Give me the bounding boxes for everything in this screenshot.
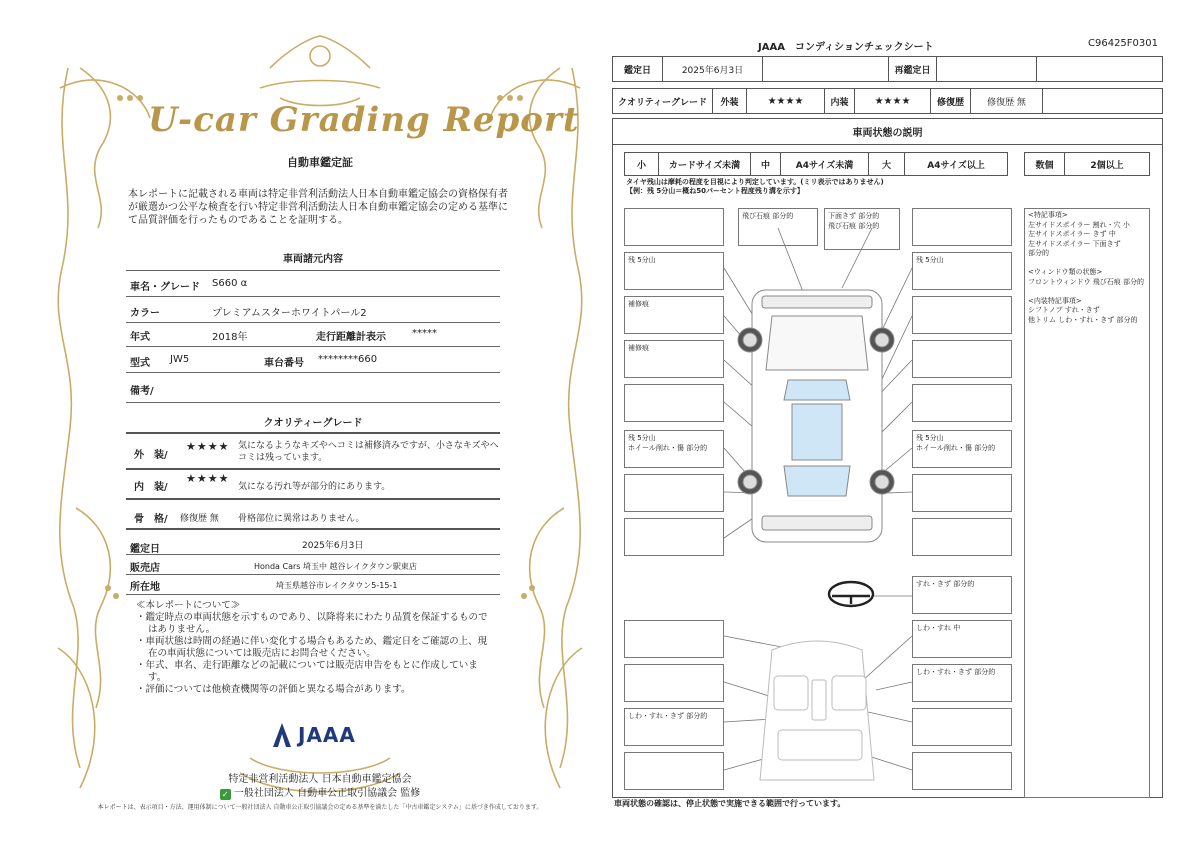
note-item: ・評価については他検査機関等の評価と異なる場合があります。 (136, 684, 411, 695)
condition-box (624, 518, 724, 556)
condition-text: 飛び石痕 部分的 (828, 222, 880, 230)
exterior-label: 外 装/ (134, 450, 168, 461)
quality-heading: クオリティーグレード (263, 418, 363, 429)
legend-small-desc: カードサイズ未満 (659, 153, 751, 175)
condition-box (912, 208, 1012, 246)
special-notes (1024, 208, 1150, 798)
condition-text: しわ・すれ 中 (916, 624, 961, 632)
check-icon: ✓ (220, 789, 231, 800)
interior-label: 内装 (825, 89, 855, 113)
condition-text: 残 5分山 (916, 434, 944, 442)
report-notes (136, 600, 496, 696)
note-line: <特記事項> (1028, 211, 1068, 219)
condition-text: 下面きず 部分的 (828, 212, 880, 220)
note-line: 左サイドスポイラー 割れ・穴 小 (1028, 220, 1130, 229)
condition-box (912, 576, 1012, 614)
condition-box (624, 296, 724, 334)
name-label: 車名・グレード (130, 282, 200, 293)
note-line (1028, 287, 1146, 297)
note-line: フロントウィンドウ 飛び石痕 部分的 (1028, 277, 1145, 286)
condition-box (624, 708, 724, 746)
history-value: 修復歴 無 (971, 89, 1043, 113)
note-line: 左サイドスポイラー きず 中 (1028, 230, 1116, 238)
condition-text: 補修痕 (628, 300, 649, 308)
condition-box (624, 208, 724, 246)
model-value: JW5 (170, 354, 190, 365)
legend-small: 小 (625, 153, 659, 175)
name-value: S660 α (212, 278, 248, 289)
condition-box (624, 430, 724, 468)
condition-text: 残 5分山 (916, 256, 944, 264)
certificate (40, 28, 600, 818)
note-item: ・車両状態は時間の経過に伴い変化する場合もあるため、鑑定日をご確認の上、現在の車両状態については販売店にお問合せください。 (136, 636, 488, 659)
redate-label: 再鑑定日 (889, 57, 937, 81)
org-secondary (40, 784, 600, 800)
note-line: <内装特記事項> (1028, 296, 1082, 305)
certificate-subtitle: 自動車鑑定証 (287, 156, 353, 169)
condition-box (624, 252, 724, 290)
jaaa-logo (272, 722, 356, 748)
condition-box (624, 664, 724, 702)
frame-value: 修復歴 無 (180, 514, 219, 524)
interior-text: 気になる汚れ等が部分的にあります。 (238, 482, 391, 492)
sheet-title: JAAA コンディションチェックシート (758, 42, 934, 53)
bottom-note: 車両状態の確認は、停止状態で実施できる範囲で行っています。 (614, 799, 846, 808)
note-line: シフトノブ すれ・きず (1028, 306, 1100, 314)
condition-text: しわ・すれ・きず 部分的 (628, 712, 708, 720)
report-title: U-car Grading Report (148, 100, 580, 140)
note-line: 部分的 (1028, 249, 1049, 257)
sheet-id: C96425F0301 (1088, 38, 1158, 49)
org-primary: 特定非営利活動法人 日本自動車鑑定協会 (228, 774, 412, 785)
legend-large-desc: A4サイズ以上 (927, 160, 985, 171)
legend-medium: 中 (751, 153, 781, 175)
dealer-label: 販売店 (130, 563, 160, 574)
legend-count-desc: 2個以上 (1090, 160, 1124, 171)
condition-box (912, 252, 1012, 290)
exterior-stars: ★★★★ (747, 89, 825, 113)
condition-text: 補修痕 (628, 344, 649, 352)
history-label: 修復歴 (931, 89, 971, 113)
note-line: 他トリム しわ・すれ・きず 部分的 (1028, 315, 1138, 324)
notes-heading: ≪本レポートについて≫ (136, 600, 241, 611)
certificate-description: 本レポートに記載される車両は特定非営利活動法人日本自動車鑑定協会の資格保有者が厳選かつ公平な検査を行い特定非営利活動法人日本自動車鑑定協会の定める基準にて品質評価を行ったものであることを証明する。 (128, 189, 508, 226)
date-label: 鑑定日 (613, 57, 663, 81)
specs-heading: 車両諸元内容 (283, 254, 343, 265)
remarks-label: 備考/ (130, 386, 154, 397)
fine-print: 本レポートは、表示項目・方法、運用体制について一般社団法人 自動車公正取引協議会の定める基準を満たした「中古車鑑定システム」に基づき作成しております。 (97, 804, 543, 811)
exterior-label: 外装 (713, 89, 747, 113)
steering-wheel-icon (829, 582, 873, 606)
condition-sheet (612, 0, 1164, 848)
exterior-text: 気になるようなキズやヘコミは補修済みですが、小さなキズやヘコミは残っています。 (238, 441, 499, 463)
condition-text: しわ・すれ・きず 部分的 (916, 668, 996, 676)
address-value: 埼玉県越谷市レイクタウン5-15-1 (276, 581, 398, 590)
legend-large: 大 (869, 153, 905, 175)
note-item: ・年式、車名、走行距離などの記載については販売店申告をもとに作成しています。 (136, 660, 478, 683)
condition-box (912, 752, 1012, 790)
condition-text: ホイール削れ・傷 部分的 (628, 444, 708, 452)
condition-box (624, 620, 724, 658)
note-line: <ウィンドウ類の状態> (1028, 268, 1103, 276)
note-item: ・鑑定時点の車両状態を示すものであり、以降将来にわたり品質を保証するものではありません。 (136, 612, 488, 635)
condition-box (912, 384, 1012, 422)
condition-box (912, 430, 1012, 468)
condition-text: 残 5分山 (628, 434, 656, 442)
condition-box (624, 340, 724, 378)
panel-title: 車両状態の説明 (613, 119, 1162, 145)
condition-box (624, 752, 724, 790)
frame-label: 骨 格/ (134, 514, 168, 525)
legend-count: 数個 (1025, 153, 1065, 175)
condition-box (912, 340, 1012, 378)
condition-box (624, 384, 724, 422)
condition-box (912, 620, 1012, 658)
legend-medium-desc: A4サイズ未満 (781, 153, 869, 175)
note-line (1028, 259, 1146, 269)
condition-text: ホイール削れ・傷 部分的 (916, 444, 996, 452)
tire-note-line: タイヤ残山は摩耗の程度を目視により判定しています。(ミリ表示ではありません) (626, 178, 884, 186)
condition-box (912, 296, 1012, 334)
note-line: 左サイドスポイラー 下面きず (1028, 239, 1121, 248)
chassis-value: ********660 (318, 354, 378, 365)
condition-text: 飛び石痕 部分的 (742, 212, 794, 220)
condition-box (912, 518, 1012, 556)
condition-box (624, 474, 724, 512)
interior-stars: ★★★★ (186, 472, 230, 485)
mileage-value: ***** (412, 328, 437, 339)
model-label: 型式 (130, 358, 150, 369)
dealer-value: Honda Cars 埼玉中 越谷レイクタウン駅東店 (254, 562, 417, 571)
mileage-label: 走行距離計表示 (316, 332, 386, 343)
condition-text: すれ・きず 部分的 (916, 580, 975, 588)
appraisal-date-value: 2025年6月3日 (302, 541, 364, 551)
condition-box (738, 208, 818, 246)
appraisal-date-label: 鑑定日 (130, 544, 160, 555)
condition-box (912, 474, 1012, 512)
condition-text: 残 5分山 (628, 256, 656, 264)
address-label: 所在地 (130, 582, 160, 593)
color-value: プレミアムスターホワイトパール2 (212, 308, 367, 319)
interior-stars: ★★★★ (855, 89, 931, 113)
condition-box (824, 208, 900, 250)
chassis-label: 車台番号 (264, 358, 304, 369)
org-secondary-text: 一般社団法人 自動車公正取引協議会 監修 (233, 788, 421, 799)
jaaa-emblem-icon (272, 722, 292, 748)
jaaa-logo-text: JAAA (298, 723, 356, 747)
frame-text: 骨格部位に異常はありません。 (238, 514, 365, 524)
color-label: カラー (130, 308, 160, 319)
year-value: 2018年 (212, 332, 248, 343)
interior-label: 内 装/ (134, 482, 168, 493)
grade-label: クオリティーグレード (613, 89, 713, 113)
tire-note-example: 【例：残 5分山＝概ね50パーセント程度残り溝を示す】 (626, 187, 804, 195)
condition-box (912, 708, 1012, 746)
exterior-stars: ★★★★ (186, 440, 230, 453)
date-value: 2025年6月3日 (663, 57, 763, 81)
condition-box (912, 664, 1012, 702)
year-label: 年式 (130, 332, 150, 343)
